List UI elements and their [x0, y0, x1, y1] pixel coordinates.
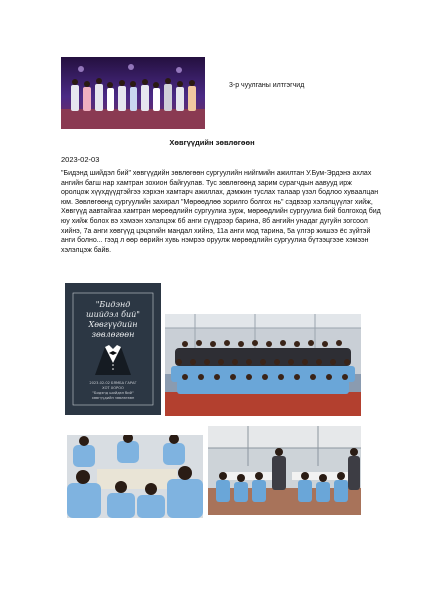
poster-footer-line-2: ХОТ ХОРОО: [102, 386, 124, 390]
poster-footer-line-3: "Бидэнд шийдэл бий": [92, 391, 134, 395]
article-body: "Бидэнд шийдэл бий" хөвгүүдийн зөвлөгөөн сургуулийн нийгмийн ажилтан У.Бум-Эрдэнэ ахлах ангийн багш нар хамтран зохион байгуулав. Тус зөвлөгөөнд зарим сурагчдын аавууд ирж оролцож хүүхдүүдтэйгээ хэрхэн хамтарч ажиллах, дэмжин туслах талаар үзэл бодлоо хуваалцан юм. Зөвлөгөөнд сургуулийн захирал "Мөрөөдлөө зорилго болгох нь" сэдвээр хэлэлцүүлэг хийж, Хөвгүүд аавтайгаа хамтран мөрөөдлийн сургуулиа зурж, мөрөөдлийн сургуулиа бий болгоход бид юу хийж болох вэ хэмээн хэлэлцэж 6б анги сүүдрээр барина, 8б ангийн унадаг дугуйн зогсоол хийнэ, 7а анги хөвгүүд цэцэгийн мандал хийнэ, 11а анги мод тарина, 5а үлгэр жишээ ёс зүйтэй анги болно... гээд л өөр өөрийн хувь нэмрээ оруулж мөрөөдлийн сургуулиа бүтээцгээе хэмээн хэлэлцэж байв.: [61, 170, 381, 254]
poster-title-line-1: "Бидэнд: [95, 300, 131, 309]
poster-title-line-2: шийдэл бий": [86, 310, 140, 319]
article-date: 2023-02-03: [61, 155, 100, 164]
poster-title-line-4: зөвлөгөөн: [91, 330, 135, 339]
event-poster: [65, 283, 161, 415]
classroom-photo-1: [67, 435, 203, 518]
poster-footer-line-1: 2023.02.02 БЯМБА ГАРАГ: [89, 381, 137, 385]
poster-footer-line-4: хөвгүүдийн зөвлөгөөн: [91, 396, 135, 400]
classroom-photo-2: [208, 426, 361, 515]
group-photo: [165, 314, 361, 416]
poster-title-line-3: Хөвгүүдийн: [88, 320, 138, 329]
article-title: Хөвгүүдийн зөвлөгөөн: [169, 138, 255, 147]
photo-caption: 3-р чуулганы илтгэгчид: [229, 82, 305, 89]
speakers-photo: [61, 57, 205, 129]
